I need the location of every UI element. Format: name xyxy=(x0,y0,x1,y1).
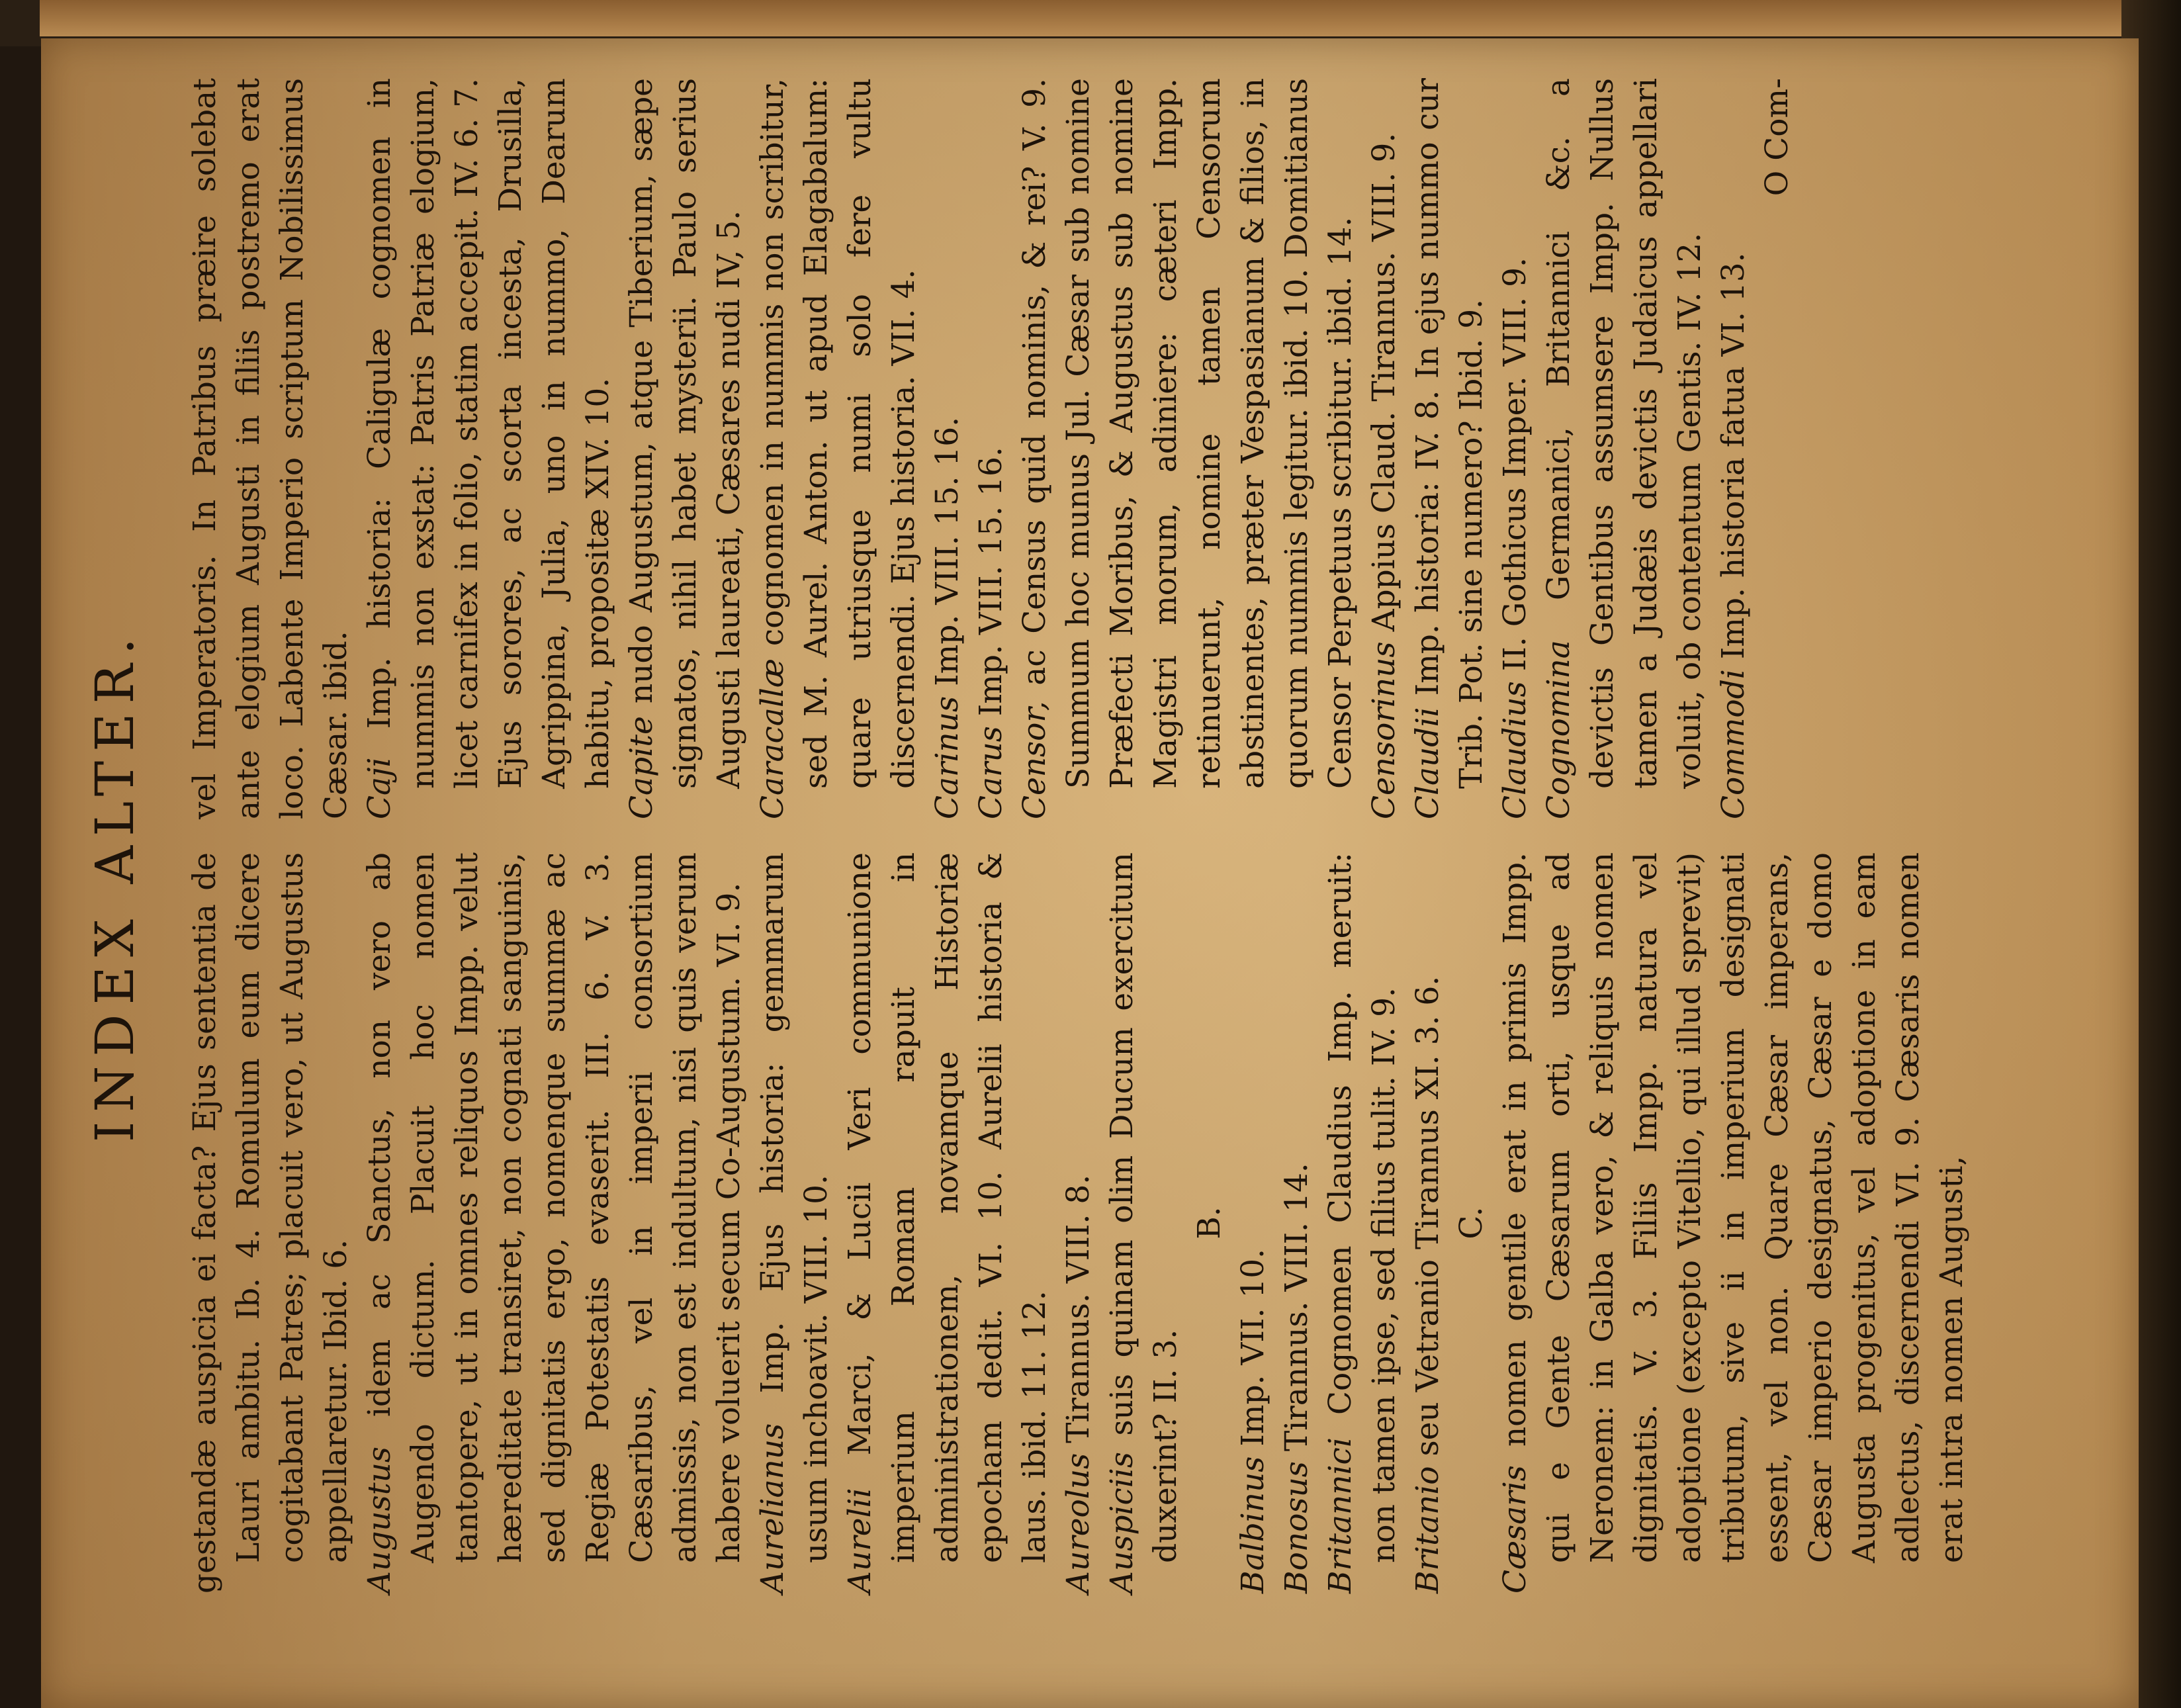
index-entry xyxy=(751,78,926,819)
index-entry xyxy=(1450,852,1493,1594)
left-column xyxy=(183,852,1974,1594)
index-entry xyxy=(1013,78,1362,819)
index-entry-text: vel Imperatoris. In Patribus præire solebat ante elogium Augusti in filiis postremo erat loco. Labente Imperio scriptum Nobilissimus Cæsar. ibid. xyxy=(187,78,354,819)
index-entry xyxy=(1275,852,1319,1594)
index-entry-text: Imp. VIII. 15. 16. xyxy=(973,447,1009,727)
index-headword: Commodi xyxy=(1715,669,1752,819)
page-heading: INDEX ALTER. xyxy=(84,628,146,1143)
index-entry-text: Imp. VIII. 15. 16. xyxy=(929,416,965,696)
index-entry xyxy=(1100,852,1188,1594)
index-entry xyxy=(358,852,751,1594)
index-headword: Aurelii xyxy=(842,1488,878,1594)
index-entry-text: gestandæ auspicia ei facta? Ejus sententia de Lauri ambitu. Ib. 4. Romulum eum dicere cogitabant Patres; placuit vero, ut Augustus appellaretur. Ibid. 6. xyxy=(187,852,354,1594)
index-entry-text: O Com- xyxy=(1759,78,1795,197)
previous-page-edge xyxy=(40,0,2137,36)
index-entry-text: cognomen in nummis non scribitur, sed M. Aurel. Anton. ut apud Elagabalum: quare utriusque numi solo fere vultu discernendi. Ejus historia. VII. 4. xyxy=(754,78,922,789)
index-entry-text: Marci, & Lucii Veri communione imperium Romam rapuit in administrationem, novamque Historiæ epocham dedit. VI. 10. Aurelii historia & laus. ibid. 11. 12. xyxy=(842,852,1053,1563)
index-headword: Britanio xyxy=(1409,1466,1446,1594)
index-headword: Britannici xyxy=(1322,1437,1358,1594)
index-entry xyxy=(1756,78,1799,819)
index-entry-text: Tirannus. VIII. 8. xyxy=(1060,1174,1096,1453)
index-headword: Balbinus xyxy=(1235,1456,1271,1594)
index-entry xyxy=(183,852,358,1594)
index-entry xyxy=(969,78,1013,819)
index-entry xyxy=(1493,78,1537,819)
index-entry-text: ac Census quid nominis, & rei? V. 9. Summum hoc munus Jul. Cæsar sub nomine Præfecti Moribus, & Augustus sub nomine Magistri morum, adiniere: cæteri Impp. retinuerunt, nomine tamen Censorum abstinentes, præter Vespasianum & filios, in quorum nummis legitur. ibid. 10. Domitianus Censor Perpetuus scribitur. ibid. 14. xyxy=(1016,78,1358,789)
index-entry-text: Germanici, Britannici &c. a devictis Gentibus assumsere Impp. Nullus tamen a Judæis devictis Judaicus appellari voluit, ob contentum Gentis. IV. 12. xyxy=(1540,78,1708,789)
index-entry-text: II. Gothicus Imper. VIII. 9. xyxy=(1497,257,1533,682)
index-headword: Augustus xyxy=(361,1447,398,1594)
index-headword: Censor, xyxy=(1016,701,1053,819)
index-entry xyxy=(620,78,751,819)
index-entry-text: Imp. Ejus historia: gemmarum usum inchoavit. VIII. 10. xyxy=(754,852,834,1563)
right-column xyxy=(183,78,1799,819)
index-headword: Caracallæ xyxy=(754,658,791,819)
index-entry-text: Appius Claud. Tirannus. VIII. 9. xyxy=(1366,132,1402,642)
index-entry-text: C. xyxy=(1453,1206,1490,1239)
rotated-page-content xyxy=(71,78,1990,1686)
index-entry-text: Imp. VII. 10. xyxy=(1235,1248,1271,1457)
index-entry xyxy=(1537,78,1712,819)
index-entry-text: suis quinam olim Ducum exercitum duxerint? II. 3. xyxy=(1104,852,1184,1563)
index-entry-text: seu Vetranio Tirannus XI. 3. 6. xyxy=(1409,975,1446,1466)
index-entry xyxy=(1188,852,1231,1594)
index-entry xyxy=(1406,78,1493,819)
index-headword: Cognomina xyxy=(1540,640,1577,819)
index-entry xyxy=(1319,852,1406,1594)
index-entry-text: Imp. historia: IV. 8. In ejus nummo cur Trib. Pot. sine numero? Ibid. 9. xyxy=(1409,78,1490,789)
index-headword: Claudius xyxy=(1497,681,1533,819)
index-headword: Auspiciis xyxy=(1104,1452,1140,1594)
index-entry xyxy=(1712,78,1756,819)
index-entry-text: idem ac Sanctus, non vero ab Augendo dictum. Placuit hoc nomen tantopere, ut in omnes reliquos Impp. velut hæreditate transiret, non cognati sanguinis, sed dignitatis ergo, nomenque summæ ac Regiæ Potestatis evaserit. III. 6. V. 3. Cæsaribus, vel in imperii consortium admissis, non est indultum, nisi quis verum habere voluerit secum Co-Augustum. VI. 9. xyxy=(361,852,747,1563)
index-headword: Aurelianus xyxy=(754,1423,791,1594)
index-entry xyxy=(183,78,358,819)
index-headword: Aureolus xyxy=(1060,1453,1096,1594)
index-entry-text: nudo Augustum, atque Tiberium, sæpe signatos, nihil habet mysterii. Paulo serius Augusti laureati, Cæsares nudi IV, 5. xyxy=(623,78,747,789)
index-headword: Caji xyxy=(361,757,398,819)
index-headword: Cæsaris xyxy=(1497,1465,1533,1594)
index-headword: Carus xyxy=(973,726,1009,819)
index-entry-text: nomen gentile erat in primis Impp. qui e Gente Cæsarum orti, usque ad Neronem: in Galba vero, & reliquis nomen dignitatis. V. 3. Filiis Impp. natura vel adoptione (excepto Vitellio, qui illud sprevit) tributum, sive ii in imperium designati essent, vel non. Quare Cæsar imperans, Cæsar imperio designatus, Cæsar e domo Augusta progenitus, vel adoptione in eam adlectus, discernendi VI. 9. Cæsaris nomen erat intra nomen Augusti, xyxy=(1497,852,1970,1563)
index-entry xyxy=(751,852,838,1594)
index-headword: Carinus xyxy=(929,696,965,819)
index-headword: Censorinus xyxy=(1366,641,1402,819)
index-entry-text: Cognomen Claudius Imp. meruit: non tamen ipse, sed filius tulit. IV. 9. xyxy=(1322,852,1402,1563)
index-entry xyxy=(1231,852,1275,1594)
index-entry xyxy=(358,78,620,819)
index-entry xyxy=(926,78,969,819)
index-entry-text: Tirannus. VIII. 14. xyxy=(1278,1163,1315,1462)
index-entry xyxy=(1493,852,1974,1594)
book-page xyxy=(41,38,2139,1708)
index-headword: Bonosus xyxy=(1278,1461,1315,1594)
index-entry xyxy=(1406,852,1450,1594)
index-entry-text: B. xyxy=(1191,1206,1227,1239)
index-entry-text: Imp. historia: Caligulæ cognomen in nummis non exstat: Patris Patriæ elogium, licet carnifex in folio, statim accepit. IV. 6. 7. Ejus sorores, ac scorta incesta, Drusilla, Agrippina, Julia, uno in nummo, Dearum habitu, propositæ XIV. 10. xyxy=(361,78,616,789)
index-entry-text: Imp. historia fatua VI. 13. xyxy=(1715,252,1752,670)
index-entry xyxy=(1057,852,1100,1594)
index-entry xyxy=(1362,78,1406,819)
index-headword: Capite xyxy=(623,716,660,819)
index-entry xyxy=(838,852,1057,1594)
index-headword: Claudii xyxy=(1409,707,1446,819)
